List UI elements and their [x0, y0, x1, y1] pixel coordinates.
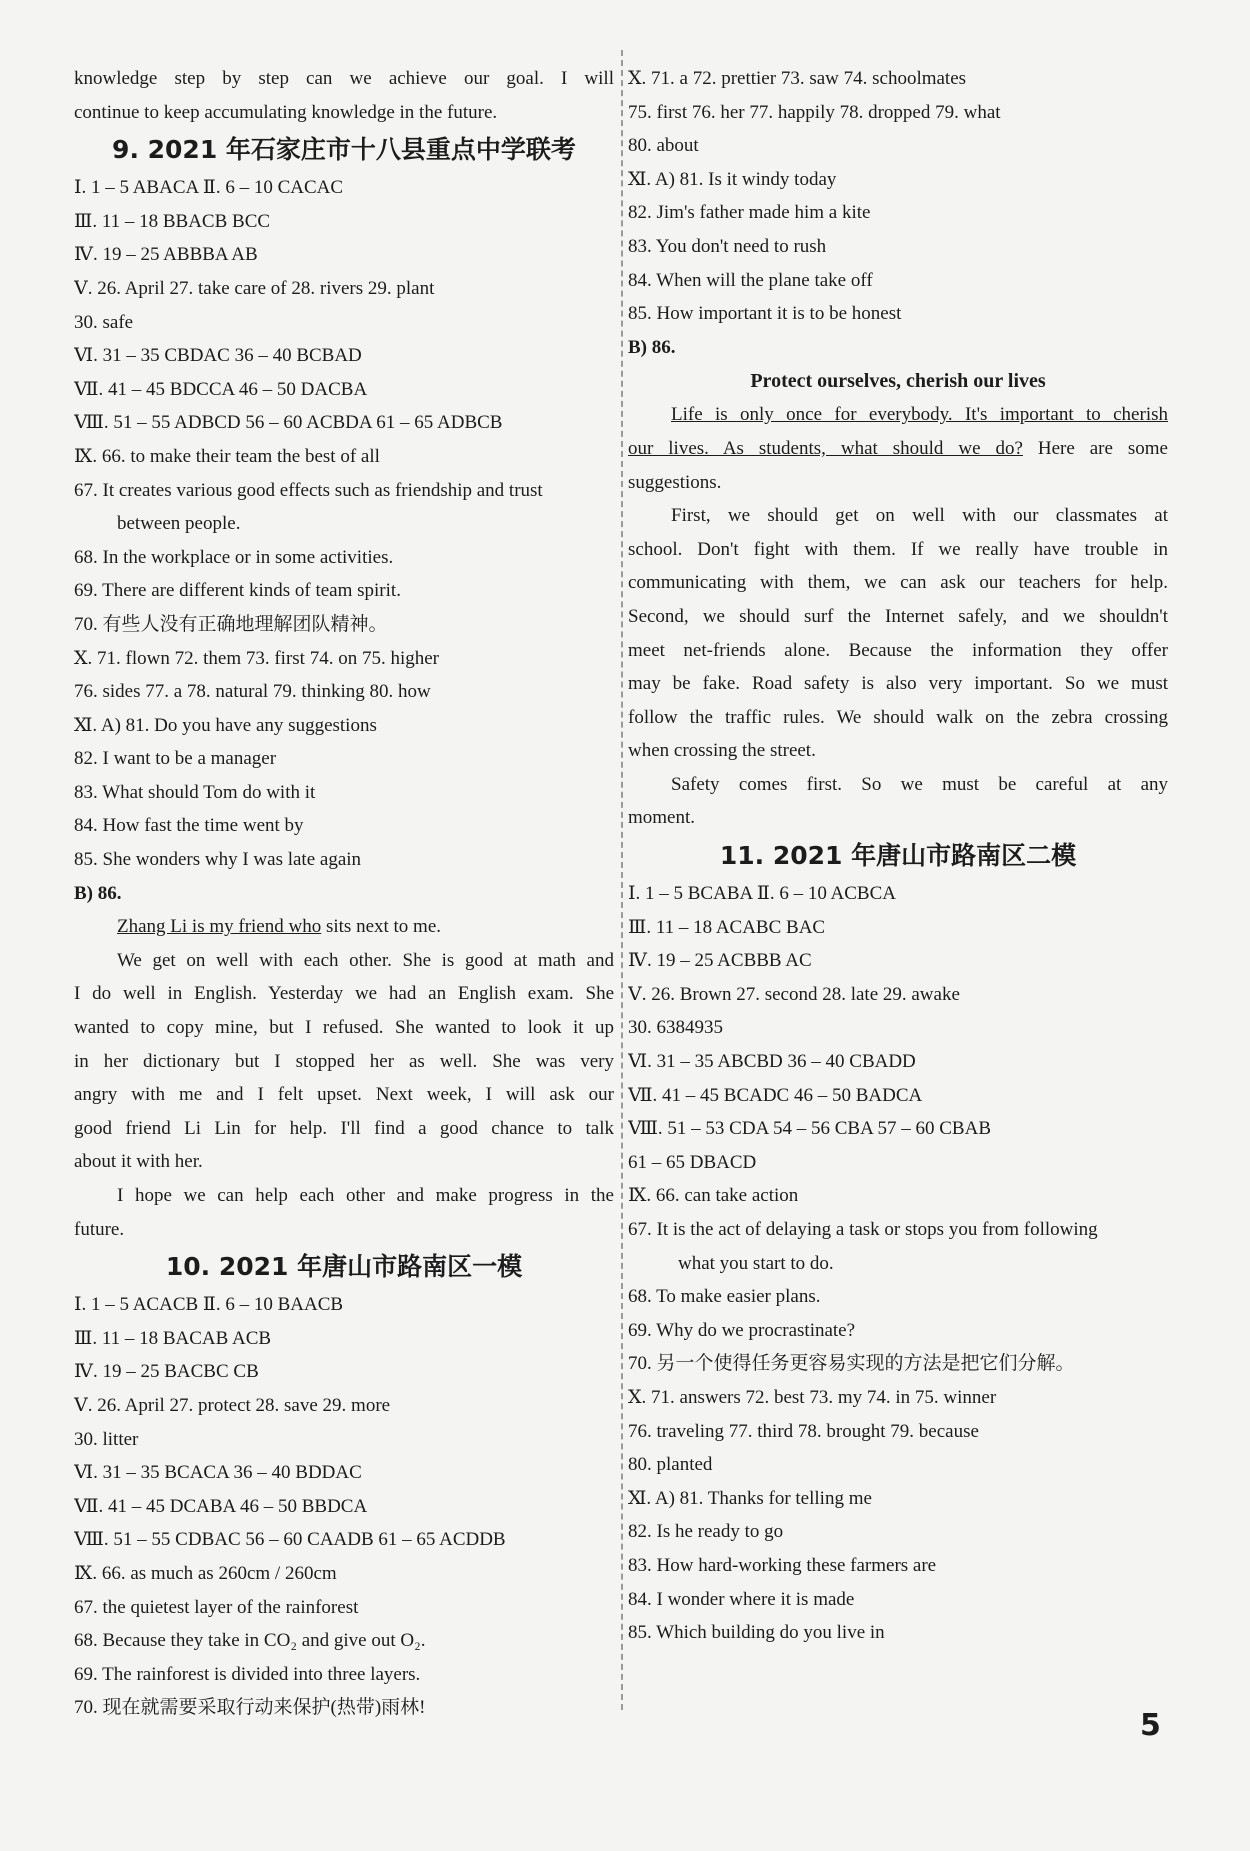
answer-line: Ⅷ. 51 – 55 ADBCD 56 – 60 ACBDA 61 – 65 ADBCB	[74, 412, 503, 434]
essay-line: angry with me and I felt upset. Next week, I will ask our	[74, 1084, 614, 1106]
answer-line: Ⅰ. 1 – 5 ABACA Ⅱ. 6 – 10 CACAC	[74, 177, 344, 199]
essay-line: future.	[74, 1218, 125, 1240]
essay-line	[628, 432, 1168, 466]
answer-line: Ⅺ. A) 81. Is it windy today	[628, 168, 837, 190]
answer-line: 83. How hard-working these farmers are	[628, 1554, 937, 1576]
answer-line: 85. How important it is to be honest	[628, 303, 902, 325]
essay-line: I hope we can help each other and make progress in the	[117, 1185, 614, 1206]
essay-title: Protect ourselves, cherish our lives	[750, 370, 1046, 393]
essay-text: Here are some	[1022, 437, 1168, 459]
answer-line: Ⅸ. 66. as much as 260cm / 260cm	[74, 1562, 337, 1584]
answer-line: between people.	[117, 513, 241, 535]
answer-line: Ⅴ. 26. April 27. protect 28. save 29. more	[74, 1394, 391, 1416]
answer-line: 67. the quietest layer of the rainforest	[74, 1596, 359, 1618]
answer-line: 67. It creates various good effects such as friendship and trust	[74, 479, 543, 501]
answer-line: Ⅷ. 51 – 53 CDA 54 – 56 CBA 57 – 60 CBAB	[628, 1118, 992, 1140]
answer-line: 82. Is he ready to go	[628, 1521, 784, 1543]
answer-line: B) 86.	[628, 336, 676, 358]
answer-line: Ⅺ. A) 81. Thanks for telling me	[628, 1487, 872, 1509]
essay-line: when crossing the street.	[628, 740, 816, 762]
answer-line: 82. I want to be a manager	[74, 748, 277, 770]
essay-line	[628, 398, 1168, 432]
essay-line: in her dictionary but I stopped her as well. She was very	[74, 1050, 614, 1072]
answer-line: what you start to do.	[678, 1252, 834, 1274]
answer-line: Ⅵ. 31 – 35 CBDAC 36 – 40 BCBAD	[74, 345, 362, 367]
essay-line: First, we should get on well with our classmates at	[671, 505, 1168, 527]
answer-line: B) 86.	[74, 882, 122, 904]
answer-line: 67. It is the act of delaying a task or stops you from following	[628, 1219, 1098, 1240]
answer-line: Ⅳ. 19 – 25 ACBBB AC	[628, 950, 812, 972]
answer-line: 68. Because they take in CO₂ and give out O₂.	[74, 1630, 426, 1652]
answer-line: Ⅲ. 11 – 18 ACABC BAC	[628, 916, 826, 938]
essay-line	[74, 910, 614, 944]
essay-line: good friend Li Lin for help. I'll find a good chance to talk	[74, 1117, 614, 1139]
answer-line: Ⅲ. 11 – 18 BBACB BCC	[74, 210, 271, 232]
answer-line: 30. 6384935	[628, 1017, 723, 1039]
answer-line: Ⅴ. 26. April 27. take care of 28. rivers 29. plant	[74, 277, 435, 299]
essay-line: suggestions.	[628, 471, 722, 493]
essay-underlined-text: Life is only once for everybody. It's important to cherish	[671, 404, 1168, 426]
essay-line: follow the traffic rules. We should walk on the zebra crossing	[628, 706, 1168, 728]
answer-line: Ⅵ. 31 – 35 ABCBD 36 – 40 CBADD	[628, 1051, 916, 1073]
answer-line: Ⅶ. 41 – 45 BCADC 46 – 50 BADCA	[628, 1084, 923, 1106]
section-10-title: 10. 2021 年唐山市路南区一模	[165, 1252, 523, 1282]
essay-line: may be fake. Road safety is also very important. So we must	[628, 673, 1168, 695]
section-11-title: 11. 2021 年唐山市路南区二模	[719, 841, 1077, 871]
answer-line: 30. safe	[74, 311, 134, 333]
essay-line: moment.	[628, 807, 696, 829]
answer-line: Ⅷ. 51 – 55 CDBAC 56 – 60 CAADB 61 – 65 ACDDB	[74, 1529, 506, 1551]
answer-line: 83. What should Tom do with it	[74, 781, 316, 803]
answer-line: 75. first 76. her 77. happily 78. dropped 79. what	[628, 101, 1001, 123]
answer-line: 30. litter	[74, 1428, 139, 1450]
answer-line: Ⅸ. 66. to make their team the best of all	[74, 445, 380, 467]
answer-line: Ⅶ. 41 – 45 BDCCA 46 – 50 DACBA	[74, 378, 368, 400]
essay-line: Safety comes first. So we must be careful at any	[671, 773, 1168, 795]
essay-underlined-text: our lives. As students, what should we do?	[628, 437, 1023, 459]
answer-line: 83. You don't need to rush	[628, 235, 827, 257]
left-column	[74, 62, 614, 1725]
answer-line: 68. In the workplace or in some activities.	[74, 546, 394, 568]
essay-line: meet net-friends alone. Because the information they offer	[628, 639, 1168, 661]
answer-line: 76. traveling 77. third 78. brought 79. because	[628, 1420, 979, 1442]
answer-line: 80. planted	[628, 1454, 713, 1476]
intro-line: knowledge step by step can we achieve our goal. I will	[74, 68, 614, 89]
answer-line: Ⅳ. 19 – 25 BACBC CB	[74, 1361, 259, 1383]
column-divider	[621, 50, 623, 1710]
answer-line: 80. about	[628, 135, 699, 157]
answer-line: Ⅰ. 1 – 5 BCABA Ⅱ. 6 – 10 ACBCA	[628, 883, 896, 905]
answer-line: 85. She wonders why I was late again	[74, 849, 362, 871]
answer-line: 68. To make easier plans.	[628, 1286, 821, 1308]
answer-line: 69. There are different kinds of team spirit.	[74, 580, 401, 602]
answer-line: 70. 另一个使得任务更容易实现的方法是把它们分解。	[628, 1353, 1075, 1375]
answer-line: 69. The rainforest is divided into three layers.	[74, 1663, 421, 1685]
intro-line: continue to keep accumulating knowledge in the future.	[74, 101, 498, 123]
answer-line: 69. Why do we procrastinate?	[628, 1319, 856, 1341]
answer-line: Ⅰ. 1 – 5 ACACB Ⅱ. 6 – 10 BAACB	[74, 1294, 344, 1316]
answer-line: 61 – 65 DBACD	[628, 1151, 757, 1173]
answer-line: 70. 现在就需要采取行动来保护(热带)雨林!	[74, 1697, 426, 1719]
answer-line: Ⅹ. 71. answers 72. best 73. my 74. in 75. winner	[628, 1386, 997, 1408]
essay-line: school. Don't fight with them. If we really have trouble in	[628, 538, 1168, 560]
answer-line: 82. Jim's father made him a kite	[628, 202, 871, 224]
answer-line: Ⅺ. A) 81. Do you have any suggestions	[74, 714, 377, 736]
answer-line: Ⅵ. 31 – 35 BCACA 36 – 40 BDDAC	[74, 1462, 362, 1484]
answer-line: 84. I wonder where it is made	[628, 1588, 855, 1610]
essay-line: wanted to copy mine, but I refused. She wanted to look it up	[74, 1017, 614, 1039]
right-column	[628, 62, 1168, 1650]
answer-line: Ⅹ. 71. a 72. prettier 73. saw 74. schoolmates	[628, 68, 967, 89]
answer-line: Ⅸ. 66. can take action	[628, 1185, 799, 1207]
section-9-title: 9. 2021 年石家庄市十八县重点中学联考	[112, 135, 576, 165]
answer-line: Ⅴ. 26. Brown 27. second 28. late 29. awake	[628, 983, 960, 1005]
answer-line: 70. 有些人没有正确地理解团队精神。	[74, 613, 388, 635]
answer-line: 76. sides 77. a 78. natural 79. thinking 80. how	[74, 681, 431, 703]
essay-line: Second, we should surf the Internet safely, and we shouldn't	[628, 605, 1168, 627]
essay-underlined-text: Zhang Li is my friend who	[117, 916, 322, 938]
essay-line: I do well in English. Yesterday we had an English exam. She	[74, 983, 614, 1005]
answer-line: 84. How fast the time went by	[74, 815, 304, 837]
answer-line: Ⅹ. 71. flown 72. them 73. first 74. on 75. higher	[74, 647, 439, 669]
answer-line: 84. When will the plane take off	[628, 269, 873, 291]
essay-line: We get on well with each other. She is good at math and	[117, 949, 614, 971]
answer-line: 85. Which building do you live in	[628, 1622, 885, 1644]
essay-line: about it with her.	[74, 1151, 203, 1173]
page-number: 5	[1140, 1708, 1161, 1743]
answer-line: Ⅶ. 41 – 45 DCABA 46 – 50 BBDCA	[74, 1495, 368, 1517]
answer-line: Ⅳ. 19 – 25 ABBBA AB	[74, 244, 258, 266]
essay-line: communicating with them, we can ask our teachers for help.	[628, 572, 1168, 594]
essay-text: sits next to me.	[321, 916, 442, 938]
answer-line: Ⅲ. 11 – 18 BACAB ACB	[74, 1327, 272, 1349]
